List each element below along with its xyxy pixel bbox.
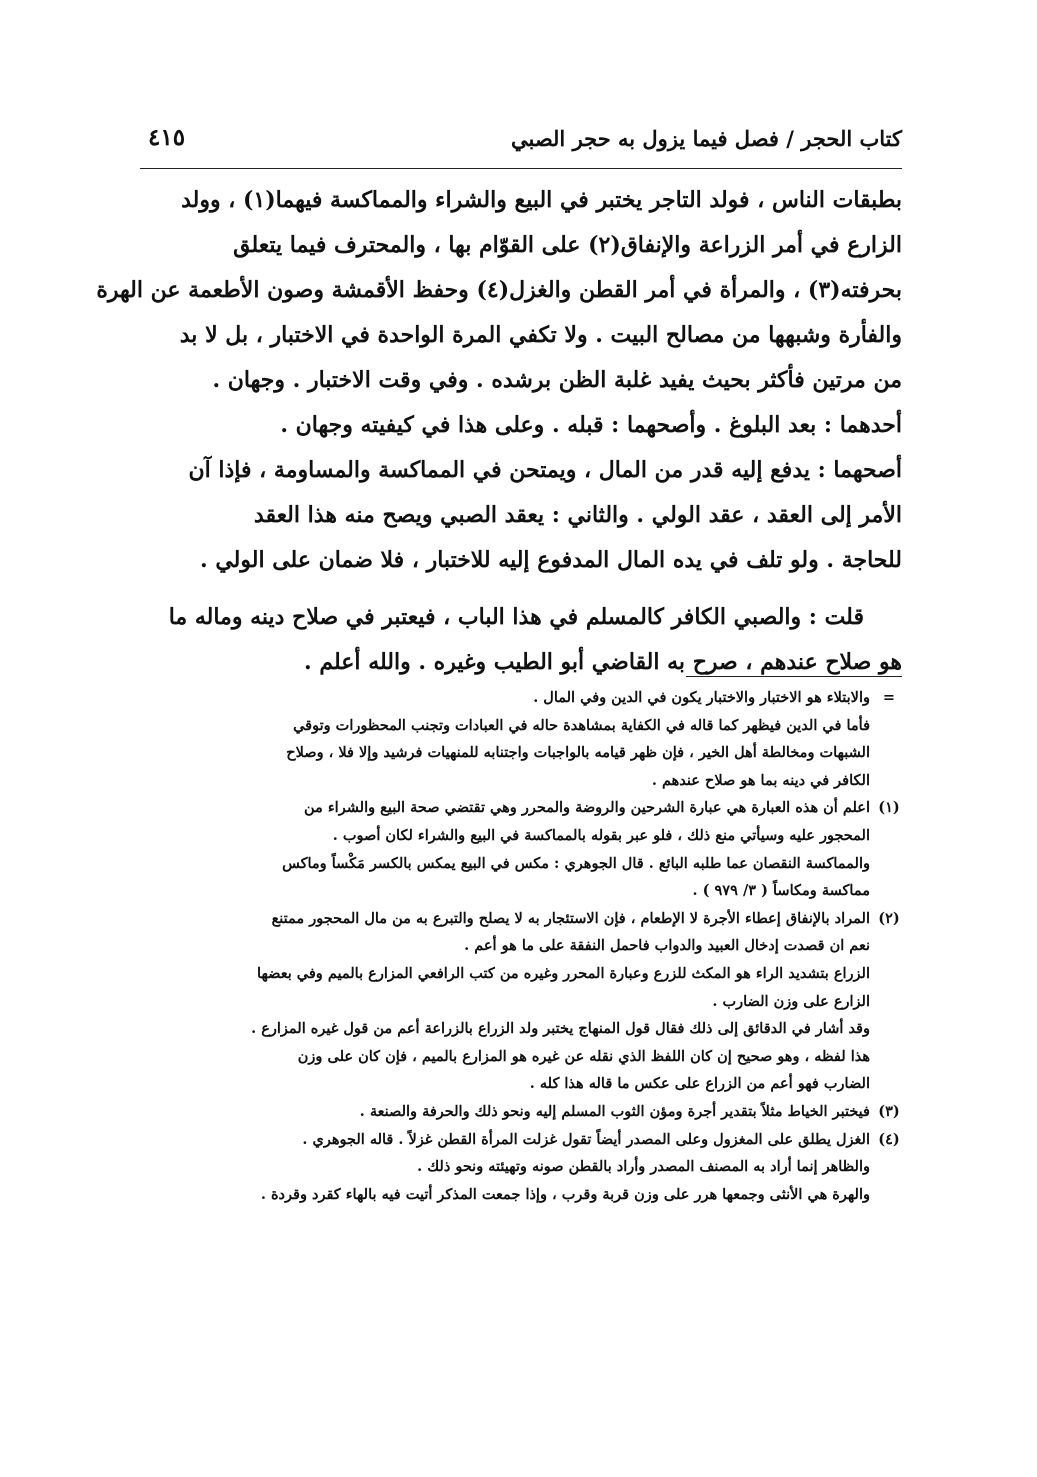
footnote-text: الغزل يطلق على المغزول وعلى المصدر أيضاً تقول غزلت المرأة القطن غزلاً . قاله الجوهري . [302,1130,870,1148]
footnote-line [140,712,904,740]
footnote-text: والهرة هي الأنثى وجمعها هرر على وزن قربة وقرب ، وإذا جمعت المذكر أتيت فيه بالهاء كقرد وقردة . [260,1185,870,1203]
footnote-line [140,850,904,878]
page-number: ٤١٥ [148,124,186,151]
text-line: الأمر إلى العقد ، عقد الولي . والثاني : يعقد الصبي ويصح منه هذا العقد [253,502,902,528]
running-title: كتاب الحجر / فصل فيما يزول به حجر الصبي [510,126,902,151]
footnote-text: المحجور عليه وسيأتي منع ذلك ، فلو عبر بقوله بالمماكسة في البيع والشراء لكان أصوب . [332,826,870,844]
footnote-line [140,1181,904,1209]
footnote-mark: (٢) [878,909,900,927]
footnote-text: الزراع بتشديد الراء هو المكث للزرع وعبارة المحرر وغيره من كتب الرافعي المزارع بالميم وفي بعضها [257,964,870,982]
footnote-text: وقد أشار في الدقائق إلى ذلك فقال قول المنهاج يختبر ولد الزراع بالزراعة أعم من قول غيره المزارع . [251,1020,870,1038]
footnote-line [140,960,904,988]
text-line: للحاجة . ولو تلف في يده المال المدفوع إليه للاختبار ، فلا ضمان على الولي . [200,547,902,573]
footnote-line [140,767,904,795]
footnote-text: الزارع على وزن الضارب . [712,992,870,1010]
footnote-text: مماكسة ومكاساً ( ٣/ ٩٧٩ ) . [692,882,870,900]
footnote-line [140,739,904,767]
footnote-line [140,1098,904,1126]
footnote-text: الضارب فهو أعم من الزراع على عكس ما قاله هذا كله . [529,1075,870,1093]
text-line: الزارع في أمر الزراعة والإنفاق(٢) على القوّام بها ، والمحترف فيما يتعلق [233,232,902,258]
text-line: هو صلاح عندهم ، صرح به القاضي أبو الطيب وغيره . والله أعلم . [304,649,902,675]
footnote-line [140,1153,904,1181]
footnote-line [140,822,904,850]
footnote-text: فيختبر الخياط مثلاً بتقدير أجرة ومؤن الثوب المسلم إليه ونحو ذلك والحرفة والصنعة . [359,1102,870,1120]
footnote-text: والابتلاء هو الاختبار والاختبار يكون في الدين وفي المال . [533,689,870,706]
footnote-line [140,1126,904,1154]
footnote-text: الكافر في دينه بما هو صلاح عندهم . [651,771,870,789]
text-line: قلت : والصبي الكافر كالمسلم في هذا الباب ، فيعتبر في صلاح دينه وماله ما [168,604,864,630]
footnote-text: الشبهات ومخالطة أهل الخير ، فإن ظهر قيامه بالواجبات واجتنابه للمنهيات فرشيد وإلا فلا ، وصلاح [286,744,870,762]
text-line: من مرتين فأكثر بحيث يفيد غلبة الظن برشده . وفي وقت الاختبار . وجهان . [212,367,902,393]
text-line: بطبقات الناس ، فولد التاجر يختبر في البيع والشراء والمماكسة فيهما(١) ، وولد [181,187,902,213]
footnote-line [140,877,904,905]
footnote-line [140,1070,904,1098]
footnote-line [140,684,904,712]
footnote-line [140,988,904,1016]
text-line: والفأرة وشبهها من مصالح البيت . ولا تكفي المرة الواحدة في الاختبار ، بل لا بد [179,322,902,348]
text-line: أحدهما : بعد البلوغ . وأصحهما : قبله . وعلى هذا في كيفيته وجهان . [280,412,902,438]
footnote-mark: = [882,689,896,706]
footnote-line [140,932,904,960]
main-text [96,178,902,685]
footnote-text: هذا لفظه ، وهو صحيح إن كان اللفظ الذي نقله عن غيره هو المزارع بالميم ، فإن كان على وزن [297,1047,870,1065]
footnote-text: والظاهر إنما أراد به المصنف المصدر وأراد بالقطن صونه وتهيئته ونحو ذلك . [417,1158,870,1176]
footnote-line [140,905,904,933]
footnotes [140,684,904,1208]
footnote-separator [686,676,902,677]
footnote-text: المراد بالإنفاق إعطاء الأجرة لا الإطعام ، فإن الاستئجار به لا يصلح والتبرع به من مال المحجور ممتنع [271,909,870,927]
footnote-text: والمماكسة النقصان عما طلبه البائع . قال الجوهري : مكس في البيع يمكس بالكسر مَكْساً وماكس [282,854,870,872]
footnote-mark: (٣) [878,1102,900,1120]
footnote-mark: (١) [878,799,900,817]
footnote-text: فأما في الدين فيظهر كما قاله في الكفاية بمشاهدة حاله في العبادات وتجنب المحظورات وتوقي [293,716,870,734]
footnote-line [140,1015,904,1043]
footnote-text: نعم ان قصدت إدخال العبيد والدواب فاحمل النفقة على ما هو أعم . [464,937,870,955]
footnote-line [140,794,904,822]
footnote-text: اعلم أن هذه العبارة هي عبارة الشرحين والروضة والمحرر وهي تقتضي صحة البيع والشراء من [304,799,870,817]
page-header [140,118,902,169]
footnote-line [140,1043,904,1071]
text-line: بحرفته(٣) ، والمرأة في أمر القطن والغزل(٤) وحفظ الأقمشة وصون الأطعمة عن الهرة [96,277,902,303]
footnote-mark: (٤) [878,1130,900,1148]
text-line: أصحهما : يدفع إليه قدر من المال ، ويمتحن في المماكسة والمساومة ، فإذا آن [188,457,902,483]
